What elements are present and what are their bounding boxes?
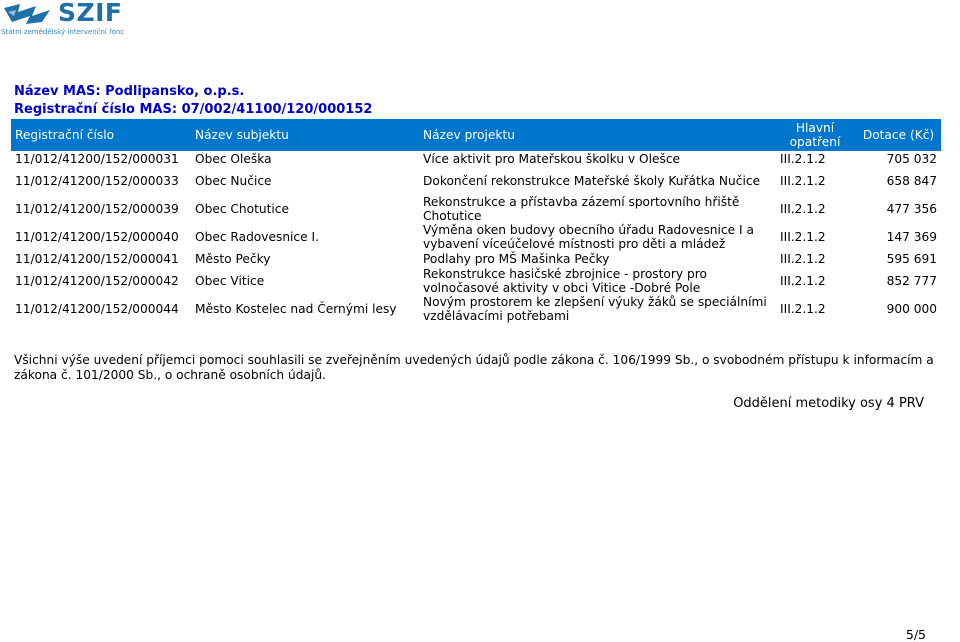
cell-amount: 705 032 bbox=[886, 152, 937, 166]
cell-measure: III.2.1.2 bbox=[780, 252, 826, 266]
table-row bbox=[11, 223, 941, 251]
column-header-amount: Dotace (Kč) bbox=[856, 119, 941, 151]
cell-measure: III.2.1.2 bbox=[780, 274, 826, 288]
table-row bbox=[11, 267, 941, 295]
szif-logo-mark-icon bbox=[2, 2, 52, 26]
cell-measure: III.2.1.2 bbox=[780, 302, 826, 316]
cell-subject: Obec Nučice bbox=[195, 174, 272, 188]
column-header-measure: Hlavní opatření bbox=[774, 119, 856, 151]
cell-measure: III.2.1.2 bbox=[780, 174, 826, 188]
table-row bbox=[11, 251, 941, 267]
page-number: 5/5 bbox=[905, 627, 926, 642]
cell-measure: III.2.1.2 bbox=[780, 202, 826, 216]
column-header-subject: Název subjektu bbox=[191, 119, 419, 151]
cell-project: Rekonstrukce a přístavba zázemí sportovního hřiště Chotutice bbox=[423, 195, 740, 223]
cell-amount: 147 369 bbox=[886, 230, 937, 244]
table-row bbox=[11, 195, 941, 223]
szif-logo-text: SZIF bbox=[58, 0, 123, 27]
cell-reg: 11/012/41200/152/000042 bbox=[15, 274, 179, 288]
cell-subject: Obec Chotutice bbox=[195, 202, 289, 216]
projects-table bbox=[11, 119, 941, 323]
mas-registration-number: Registrační číslo MAS: 07/002/41100/120/000152 bbox=[14, 102, 373, 117]
table-row bbox=[11, 151, 941, 167]
cell-amount: 477 356 bbox=[886, 202, 937, 216]
privacy-note: Všichni výše uvedení příjemci pomoci souhlasili se zveřejněním uvedených údajů podle zákona č. 106/1999 Sb., o svobodném přístupu k informacím a zákona č. 101/2000 Sb., o ochraně osobních údajů. bbox=[14, 353, 934, 382]
cell-reg: 11/012/41200/152/000040 bbox=[15, 230, 179, 244]
cell-reg: 11/012/41200/152/000031 bbox=[15, 152, 179, 166]
cell-subject: Město Pečky bbox=[195, 252, 271, 266]
cell-subject: Obec Oleška bbox=[195, 152, 272, 166]
szif-logo-subtitle: Státní zemědělský intervenční fonc bbox=[1, 28, 125, 36]
column-header-reg: Registrační číslo bbox=[11, 119, 191, 151]
cell-project: Výměna oken budovy obecního úřadu Radovesnice I a vybavení víceúčelové místnosti pro děti a mládež bbox=[423, 223, 754, 251]
cell-project: Dokončení rekonstrukce Mateřské školy Kuřátka Nučice bbox=[423, 174, 761, 188]
column-header-project: Název projektu bbox=[419, 119, 774, 151]
cell-measure: III.2.1.2 bbox=[780, 152, 826, 166]
cell-subject: Obec Radovesnice I. bbox=[195, 230, 319, 244]
cell-reg: 11/012/41200/152/000033 bbox=[15, 174, 179, 188]
cell-project: Více aktivit pro Mateřskou školku v Olešce bbox=[423, 152, 681, 166]
table-row bbox=[11, 295, 941, 323]
cell-reg: 11/012/41200/152/000044 bbox=[15, 302, 179, 316]
cell-subject: Obec Vitice bbox=[195, 274, 265, 288]
cell-amount: 900 000 bbox=[886, 302, 937, 316]
cell-amount: 852 777 bbox=[886, 274, 937, 288]
cell-reg: 11/012/41200/152/000041 bbox=[15, 252, 179, 266]
table-header-row bbox=[11, 119, 941, 151]
szif-logo bbox=[0, 0, 130, 40]
cell-measure: III.2.1.2 bbox=[780, 230, 826, 244]
cell-amount: 595 691 bbox=[886, 252, 937, 266]
cell-project: Podlahy pro MŠ Mašinka Pečky bbox=[423, 252, 610, 266]
mas-name: Název MAS: Podlipansko, o.p.s. bbox=[14, 84, 245, 99]
department-signature: Oddělení metodiky osy 4 PRV bbox=[733, 396, 924, 411]
cell-subject: Město Kostelec nad Černými lesy bbox=[195, 302, 397, 316]
cell-project: Rekonstrukce hasičské zbrojnice - prostory pro volnočasové aktivity v obci Vitice -Dobré Pole bbox=[423, 267, 707, 295]
cell-amount: 658 847 bbox=[886, 174, 937, 188]
cell-project: Novým prostorem ke zlepšení výuky žáků se speciálními vzdělávacími potřebami bbox=[423, 295, 767, 323]
cell-reg: 11/012/41200/152/000039 bbox=[15, 202, 179, 216]
table-row bbox=[11, 167, 941, 195]
